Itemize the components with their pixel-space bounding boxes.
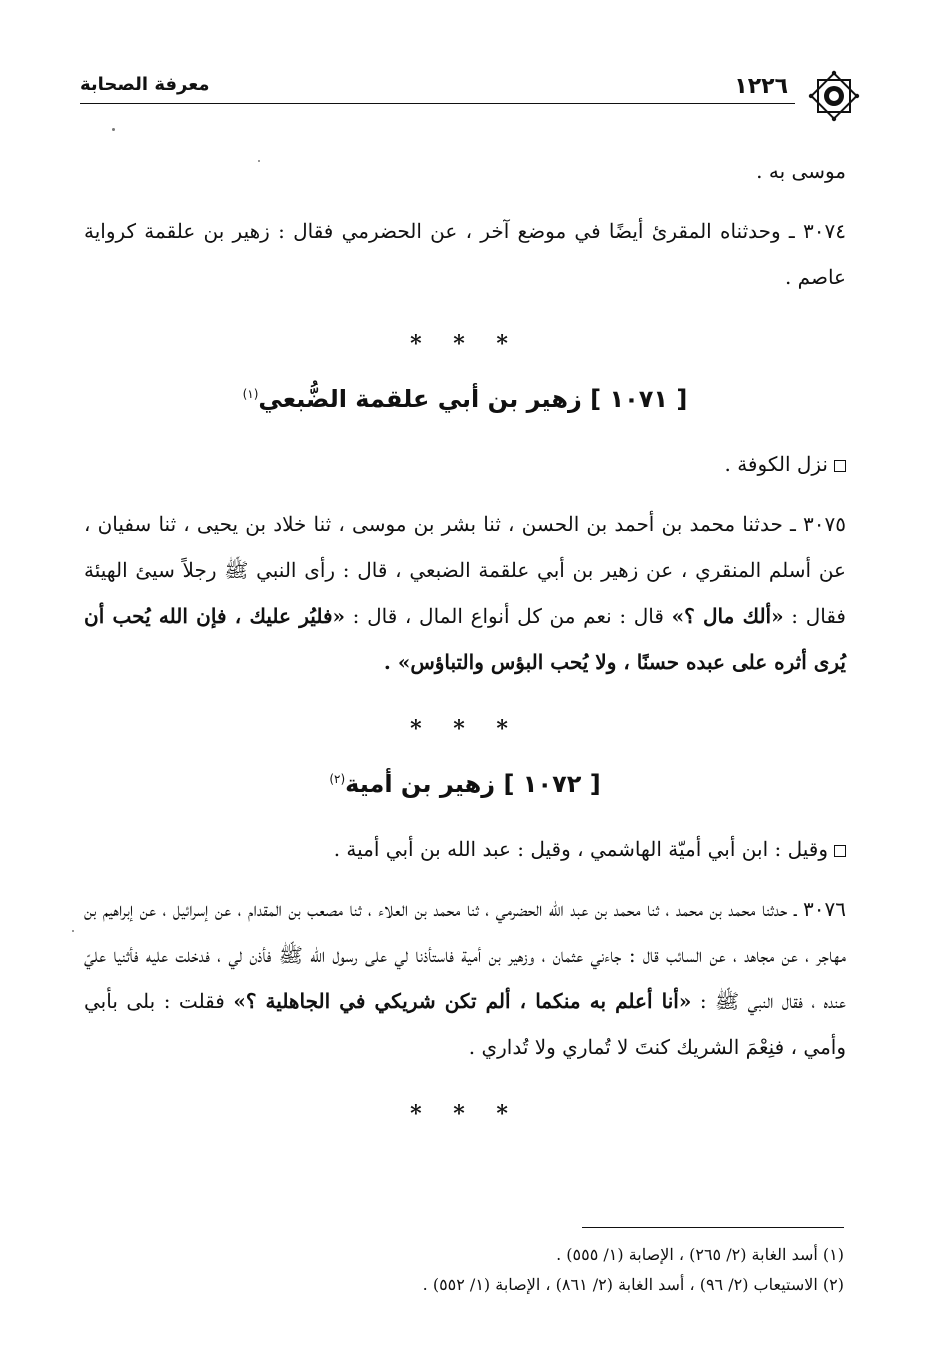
paragraph-3076 — [84, 886, 846, 1070]
square-bullet-icon — [834, 460, 846, 472]
footnote-ref-1: (١) — [242, 387, 259, 401]
paragraph-3074: ٣٠٧٤ ـ وحدثناه المقرئ أيضًا في موضع آخر ، عن الحضرمي فقال : زهير بن علقمة كرواية عاصم . — [84, 219, 846, 289]
hadith-ending: فقلت : بلى بأبي وأمي ، فنِعْمَ الشريك كنتَ لا تُماري ولا تُداري . — [84, 989, 846, 1059]
footnotes — [144, 1240, 844, 1300]
hadith-quote-2: «فليُر عليك ، فإن الله يُحب أن يُرى أثره على عبده حسنًا ، ولا يُحب البؤس والتباؤس» . — [84, 604, 846, 674]
hadith-middle: قال : نعم من كل أنواع المال ، قال : — [352, 604, 664, 628]
entry-heading-1072 — [84, 751, 846, 812]
scan-speck — [112, 128, 115, 131]
running-title: معرفة الصحابة — [80, 74, 210, 95]
entry-heading-1071 — [84, 366, 846, 427]
hadith-chain: ٣٠٧٥ ـ حدثنا محمد بن أحمد بن الحسن ، ثنا بشر بن موسى ، ثنا خلاد بن يحيى ، ثنا سفيان ، عن أسلم المنقري ، عن زهير بن أبي علقمة الضبعي ، قال : رأى النبي ﷺ رجلاً سيئ الهيئة فقال : — [84, 512, 846, 628]
page-number: ١٢٢٦ — [734, 74, 788, 99]
section-divider-stars: * * * — [410, 331, 520, 357]
entry-note-text: وقيل : ابن أبي أميّة الهاشمي ، وقيل : عبد الله بن أبي أمية . — [333, 837, 828, 861]
entry-note-text: نزل الكوفة . — [724, 452, 828, 476]
paragraph-3075 — [84, 501, 846, 685]
section-divider-stars: * * * — [410, 716, 520, 742]
square-bullet-icon — [834, 845, 846, 857]
footnote-1: (١) أسد الغابة (٢/ ٢٦٥) ، الإصابة (١/ ٥٥٥) . — [556, 1245, 844, 1264]
page-body — [84, 148, 846, 1136]
footnote-2: (٢) الاستيعاب (٢/ ٩٦) ، أسد الغابة (٢/ ٨٦١) ، الإصابة (١/ ٥٥٢) . — [422, 1275, 844, 1294]
header-rule — [80, 103, 795, 104]
paragraph-continuation: موسى به . — [756, 159, 846, 183]
scan-speck — [72, 930, 74, 932]
footnote-ref-2: (٢) — [329, 772, 346, 786]
octagon-ornament-icon — [806, 68, 862, 124]
entry-heading-text: [ ١٠٧١ ] زهير بن أبي علقمة الضُّبعي — [258, 385, 688, 413]
scan-speck — [258, 160, 260, 162]
hadith-quote: «أنا أعلم به منكما ، ألم تكن شريكي في الجاهلية ؟» — [233, 989, 692, 1013]
footnote-rule — [582, 1227, 844, 1228]
hadith-quote-1: «ألك مال ؟» — [671, 604, 784, 628]
section-divider-stars: * * * — [410, 1101, 520, 1127]
hadith-chain: ٣٠٧٦ ـ حدثنا محمد بن محمد ، ثنا محمد بن عبد الله الحضرمي ، ثنا محمد بن العلاء ، ثنا مصعب بن المقدام ، عن إسرائيل ، عن إبراهيم بن مهاجر ، عن مجاهد ، عن السائب قال : جاءني عثمان ، وزهير بن أمية فاستأذنا لي على رسول الله ﷺ فأذن لي ، فدخلت عليه فأثنيا عليّ عنده ، فقال النبي ﷺ : — [84, 897, 846, 1013]
entry-heading-text: [ ١٠٧٢ ] زهير بن أمية — [345, 770, 601, 798]
entry-note-1071 — [84, 441, 846, 487]
entry-note-1072 — [84, 826, 846, 872]
page-header — [80, 62, 850, 104]
